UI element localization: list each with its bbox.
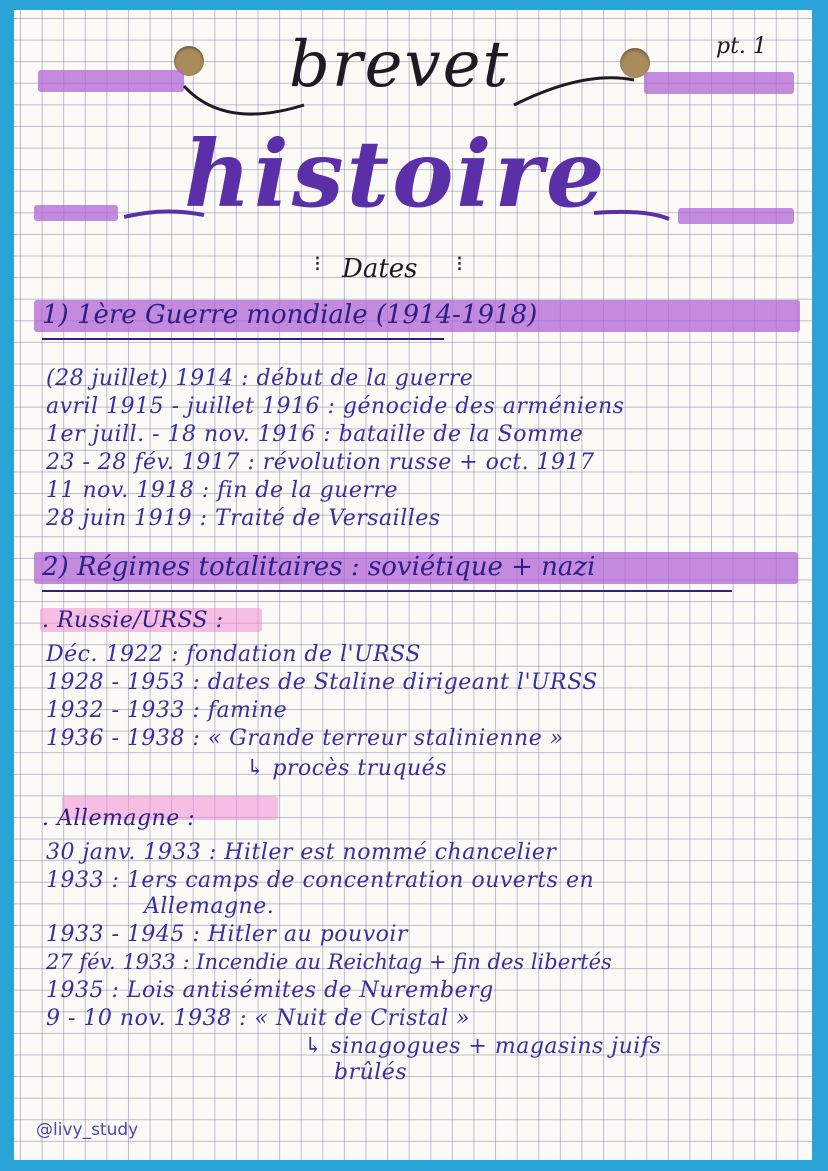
dates-subtitle-deco-left: ⁝ [314, 252, 321, 277]
highlight-bar-right-top [644, 72, 794, 94]
russia-line: Déc. 1922 : fondation de l'URSS [46, 642, 421, 667]
author-credit: @livy_study [36, 1120, 139, 1140]
russia-line: ↳ procès truqués [246, 756, 447, 781]
germany-line: 30 janv. 1933 : Hitler est nommé chancelier [46, 840, 557, 865]
germany-line: 9 - 10 nov. 1938 : « Nuit de Cristal » [46, 1006, 470, 1031]
subject-title: brevet [289, 28, 511, 102]
russia-line: 1936 - 1938 : « Grande terreur stalinienne » [46, 726, 564, 751]
germany-line: 27 fév. 1933 : Incendie au Reichtag + fin des libertés [46, 950, 612, 974]
section2-heading: 2) Régimes totalitaires : soviétique + nazi [42, 552, 596, 582]
section1-underline [42, 338, 444, 340]
germany-line: ↳ sinagogues + magasins juifs [304, 1034, 662, 1059]
germany-line: 1935 : Lois antisémites de Nuremberg [46, 978, 494, 1003]
note-card [14, 10, 812, 1160]
russia-line: 1928 - 1953 : dates de Staline dirigeant l'URSS [46, 670, 598, 695]
section1-heading: 1) 1ère Guerre mondiale (1914-1918) [42, 300, 538, 330]
highlight-bar-right-mid [678, 208, 794, 224]
page-number: pt. 1 [716, 34, 767, 59]
dates-subtitle: Dates [342, 254, 418, 284]
section1-line: (28 juillet) 1914 : début de la guerre [46, 366, 474, 391]
histoire-underline [124, 205, 684, 235]
section1-line: 28 juin 1919 : Traité de Versailles [46, 506, 441, 531]
main-title: histoire [184, 120, 608, 228]
section1-line: 11 nov. 1918 : fin de la guerre [46, 478, 398, 503]
germany-line: 1933 - 1945 : Hitler au pouvoir [46, 922, 408, 947]
russia-line: 1932 - 1933 : famine [46, 698, 288, 723]
russia-label: . Russie/URSS : [42, 608, 224, 633]
highlight-bar-left-top [38, 70, 184, 92]
highlight-bar-left-mid [34, 205, 118, 221]
section1-line: 23 - 28 fév. 1917 : révolution russe + oct. 1917 [46, 450, 595, 475]
germany-line: brûlés [334, 1060, 408, 1085]
section1-line: 1er juill. - 18 nov. 1916 : bataille de la Somme [46, 422, 584, 447]
germany-line: Allemagne. [144, 894, 275, 919]
germany-line: 1933 : 1ers camps de concentration ouverts en [46, 868, 595, 893]
germany-label: . Allemagne : [42, 806, 196, 831]
section1-line: avril 1915 - juillet 1916 : génocide des arméniens [46, 394, 625, 419]
section2-underline [42, 590, 732, 592]
dates-subtitle-deco-right: ⁝ [456, 252, 463, 277]
